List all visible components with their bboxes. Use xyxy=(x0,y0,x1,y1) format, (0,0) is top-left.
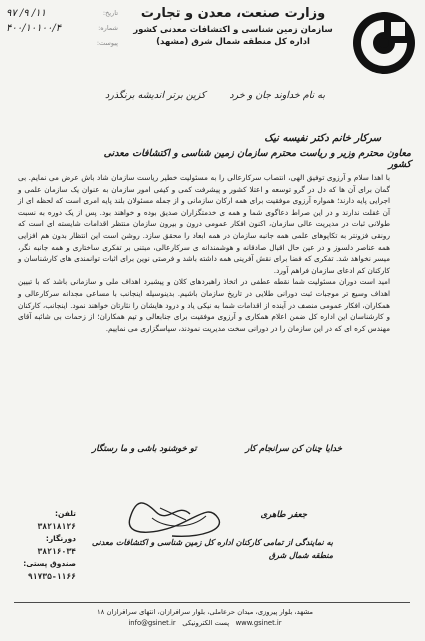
body-paragraph-2: امید است دوران مسئولیت شما نقطه عطفی در اتخاذ راهبردهای کلان و پیشبرد اهداف ملی و سازمانی باشد که با تبیین اهداف وسیع تر موجبات ثبت دورانی طلایی در تاریخ سازمان باشیم. بدینوسیله اینجانب با مساعی مجدانه سرکارعالی و همکاران، افکار عمومی منصف در آینده از اقدامات شما به نیکی یاد و درود هایشان را نثارتان خواهند نمود. اینجانب، کارکنان و کارشناسان این اداره کل ضمن اعلام همکاری و آرزوی موفقیت برای جنابعالی و تیم همکاران؛ از زحمات بی شائبه آقای مهندس کره ای که در این سازمان را در دورانی سخت مدیریت نمودند، سپاسگزاری می نماییم. xyxy=(18,277,390,333)
fax-label: دورنگار: xyxy=(45,534,76,543)
invocation-right: به نام خداوند جان و خرد xyxy=(229,90,325,101)
verse-left: تو خوشنود باشی و ما رستگار xyxy=(92,444,197,454)
invocation xyxy=(105,90,325,101)
org-name: سازمان زمین شناسی و اکتشافات معدنی کشور xyxy=(133,25,333,35)
pobox-value: ۹۱۷۳۵-۱۱۶۶ xyxy=(27,571,76,581)
website-link[interactable]: www.gsinet.ir xyxy=(235,619,282,627)
letter-meta xyxy=(6,6,118,51)
organization-logo-icon xyxy=(351,10,417,76)
signatory-title: به نمایندگی از تمامی کارکنان اداره کل زمین شناسی و اکتشافات معدنی منطقه شمال شرق xyxy=(91,537,333,560)
closing-verse xyxy=(92,444,342,463)
date-row xyxy=(6,6,118,21)
contact-info xyxy=(8,508,76,583)
footer-address: مشهد، بلوار پیروزی، میدان حرعاملی، بلوار سرافرازان، انتهای سرافرازان ۱۸ xyxy=(96,608,314,616)
footer-divider xyxy=(14,602,410,603)
number-row xyxy=(6,21,118,36)
addressee-name: سرکار خانم دکتر نفیسه نیک xyxy=(264,133,381,144)
fax-value: ۳۸۲۱۶۰۳۴ xyxy=(37,546,76,556)
number-value: ۴۰۰/۱۰۱۰۰/۴ xyxy=(6,23,62,34)
footer xyxy=(60,607,350,629)
org-region: اداره کل منطقه شمال شرق (مشهد) xyxy=(156,37,310,47)
pobox-label: صندوق پستی: xyxy=(23,559,76,568)
number-label: شماره: xyxy=(98,24,118,32)
date-label: تاریخ: xyxy=(102,9,118,17)
attachment-label: پیوست: xyxy=(96,39,118,47)
email-label: پست الکترونیکی xyxy=(182,619,230,627)
signatory-name: جعفر طاهری xyxy=(260,510,307,520)
email-link[interactable]: info@gsinet.ir xyxy=(128,619,176,627)
addressee-title: معاون محترم وزیر و ریاست محترم سازمان زمین شناسی و اکتشافات معدنی کشور xyxy=(103,148,411,170)
invocation-left: کزین برتر اندیشه برنگذرد xyxy=(105,90,206,101)
phone-label: تلفن: xyxy=(54,509,76,518)
body-paragraph-1: با اهدا سلام و آرزوی توفیق الهی، انتصاب سرکارعالی را به مسئولیت خطیر ریاست سازمان شاد باش عرض می نمایم. بی گمان برای آن ها که دل در گرو توسعه و اعتلا کشور و پیشرفت کمی و کیفی امور سازمان به عنوان یک سازمان علمی و اجرایی پایه دارند؛ همواره آرزوی موفقیت برای همه ارکان سازمانی و از جمله مسئولان بلند پایه امری است که لحظه ای از آن غفلت ندارند و در این صراط دعاگوی شما و همه ی خدمتگزاران صدیق بوده و خواهند بود. پس از یک دوره به نسبت طولانی ثبات در مدیریت عالی سازمان، اکنون افکار عمومی درون و بیرون سازمان منتظر اقدامات شایسته ای است که رونقی فزونتر به تکاپوهای علمی همه جانبه سازمان در همه ابعاد را محقق سازد. روشن است این انتظار بدون هم افزایی همه عناصر دلسوز و در عین حال اقبال صادقانه و هوشمندانه ی سرکارعالی، مبتنی بر تفکری ساختاری و همه جانبه نگر، میسر نخواهد شد. تفکری که فضا برای نقش آفرینی همه داشته باشد و فرصتی نوین برای اثبات توانمندی های کارشناسان و کارکنان کم ادعای سازمان فراهم آورد. xyxy=(18,173,390,275)
verse-right: خدایا چنان کن سرانجام کار xyxy=(245,444,342,454)
letterhead xyxy=(133,6,333,48)
letter-body xyxy=(18,172,390,334)
footer-web-email xyxy=(60,618,350,629)
date-value: ۹۷ /۹ /۱۱ xyxy=(6,8,46,19)
ministry-title: وزارت صنعت، معدن و تجارت xyxy=(140,6,326,21)
phone-value: ۳۸۲۱۸۱۲۶ xyxy=(37,521,76,531)
addressee xyxy=(91,133,411,170)
attachment-row xyxy=(6,36,118,51)
